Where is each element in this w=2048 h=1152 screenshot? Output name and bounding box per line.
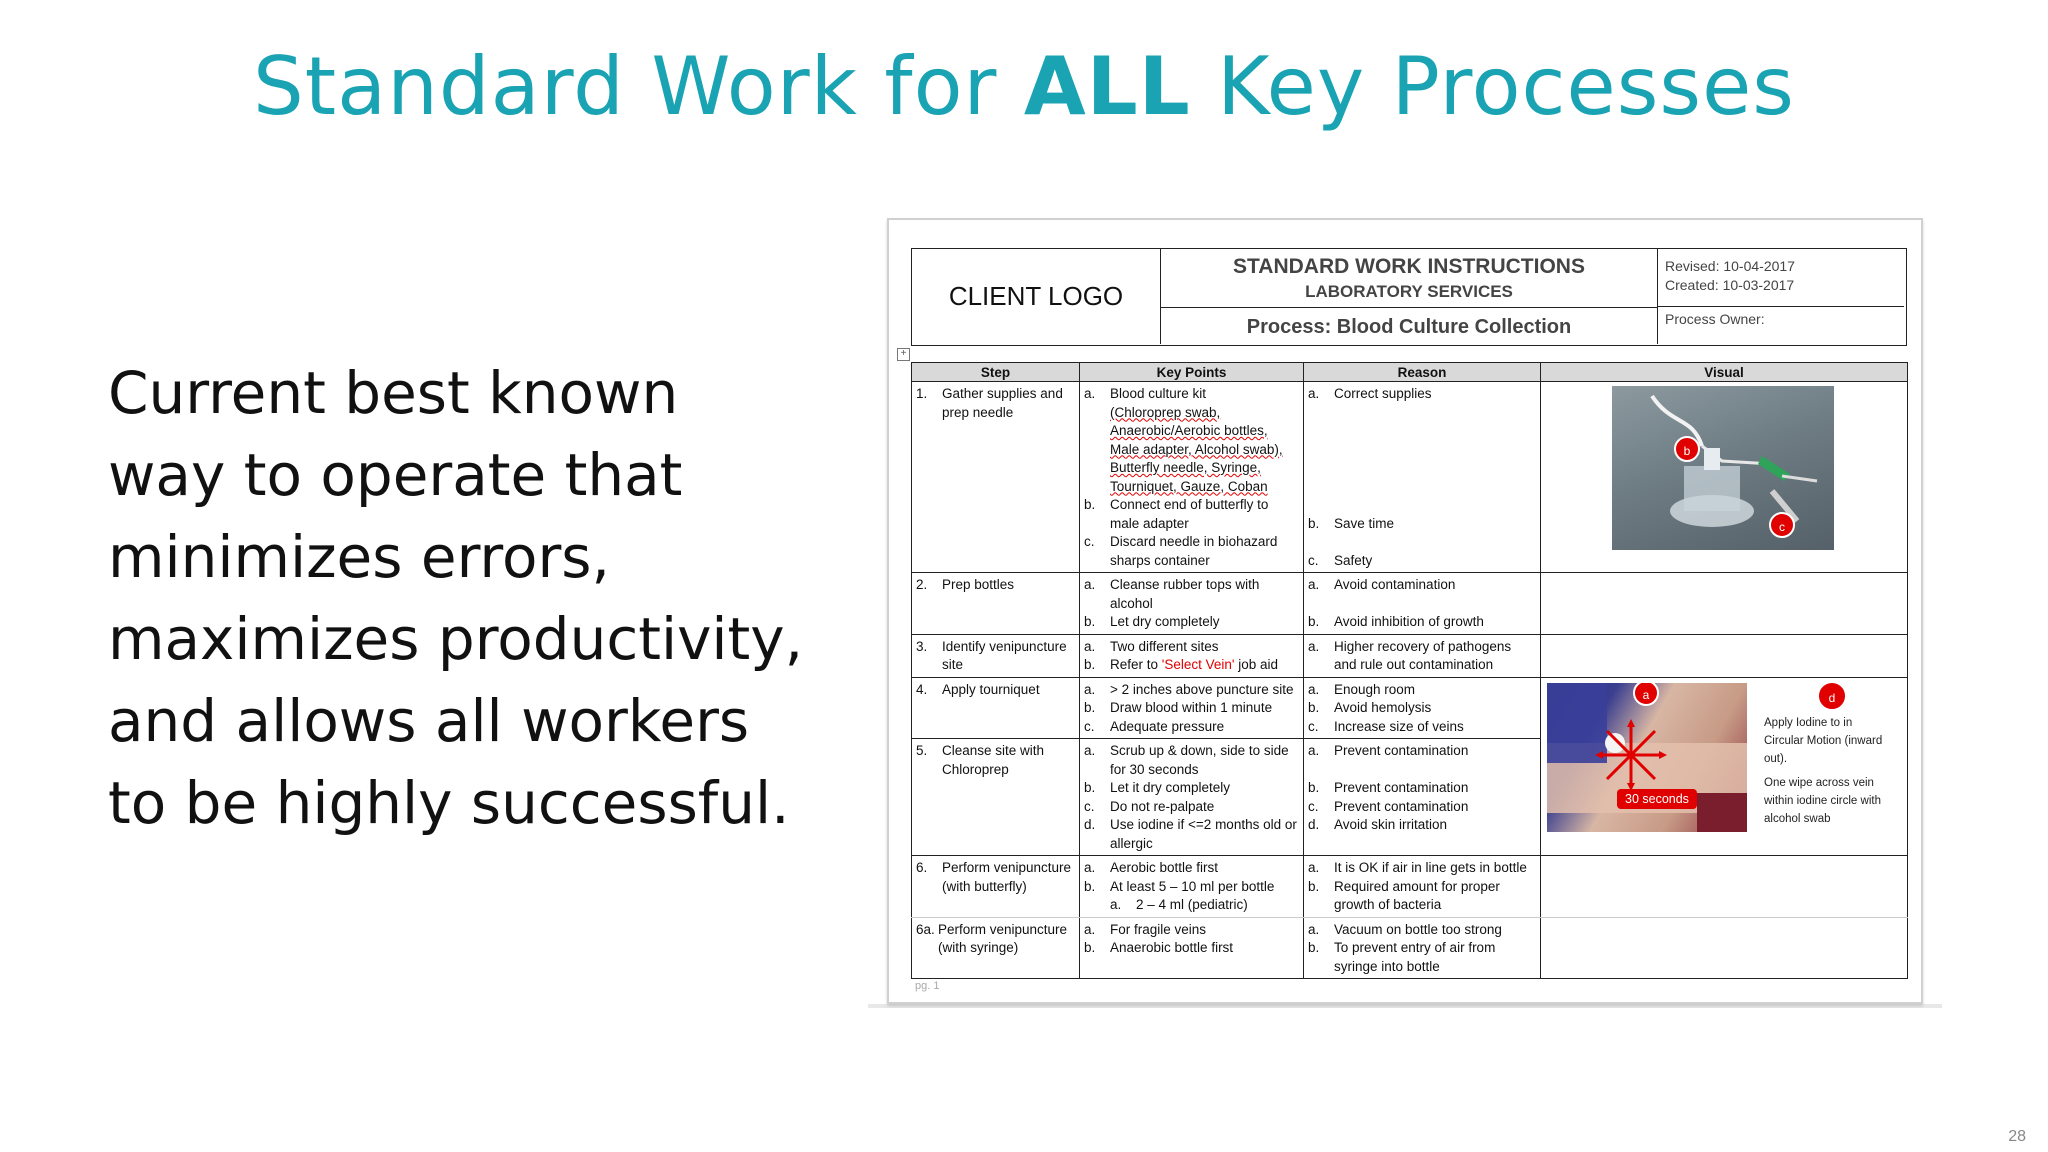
body-line: minimizes errors, [108, 523, 610, 591]
body-line: to be highly successful. [108, 769, 790, 837]
process-name: Process: Blood Culture Collection [1161, 308, 1658, 344]
column-header: Key Points [1080, 363, 1304, 382]
table-row: 3. Identify venipuncture site a. Two different sites b. Refer to 'Select Vein' job aid a. Higher recovery of pathogens and rule out contamination [912, 634, 1908, 677]
iodine-instruction: Apply Iodine to in Circular Motion (inward out). [1764, 717, 1883, 765]
skin-cleansing-photo [1547, 683, 1747, 832]
body-line: and allows all workers [108, 687, 750, 755]
client-logo: CLIENT LOGO [912, 249, 1161, 344]
callout-c: c [1769, 512, 1795, 538]
table-row: 6. Perform venipuncture (with butterfly) a. Aerobic bottle first b. At least 5 – 10 ml per bottle a. 2 – 4 ml (pediatric) a. It is OK if air in line gets in bottle b. Required amount for proper growth of bacteria [912, 856, 1908, 918]
table-row: 6a. Perform venipuncture (with syringe) a. For fragile veins b. Anaerobic bottle first a. Vacuum on bottle too strong b. To prevent entry of air from syringe into bottle [912, 917, 1908, 979]
column-header: Step [912, 363, 1080, 382]
table-row: 1. Gather supplies and prep needle a. Blood culture kit (Chloroprep swab, Anaerobic/Aerobic bottles, Male adapter, Alcohol swab), Butterfly needle, Syringe, Tourniquet, Gauze, Coban b. Connect end of butterfly to male adapter c. Discard needle in biohazard sharps container a. Correct supplies b. Save time c. Safety [912, 382, 1908, 573]
slide-body-text [108, 352, 804, 844]
document-page-label: pg. 1 [915, 980, 940, 992]
callout-d: d [1817, 681, 1847, 711]
document-heading: STANDARD WORK INSTRUCTIONS LABORATORY SERVICES [1161, 249, 1658, 308]
body-line: Current best known [108, 359, 679, 427]
table-row: 4. Apply tourniquet a. > 2 inches above puncture site b. Draw blood within 1 minute c. Adequate pressure a. Enough room b. Avoid hemolysis c. Increase size of veins [912, 677, 1908, 739]
document-header [911, 248, 1907, 346]
process-owner: Process Owner: [1665, 311, 1765, 327]
callout-b: b [1674, 436, 1700, 462]
butterfly-needle-photo [1612, 386, 1834, 550]
standard-work-document [887, 218, 1923, 1004]
table-row: 5. Cleanse site with Chloroprep a. Scrub up & down, side to side for 30 seconds b. Let it dry completely c. Do not re-palpate d. Use iodine if <=2 months old or allergic a. Prevent contamination b. Prevent contamination c. Prevent contamination d. Avoid skin irritation [912, 739, 1908, 856]
callout-a: a [1633, 683, 1659, 706]
table-row: 2. Prep bottles a. Cleanse rubber tops with alcohol b. Let dry completely a. Avoid contamination b. Avoid inhibition of growth [912, 573, 1908, 635]
needle-adapter-illustration [1612, 386, 1834, 550]
alcohol-swab-instruction: One wipe across vein within iodine circle with alcohol swab [1764, 777, 1881, 825]
slide-page-number: 28 [2008, 1128, 2026, 1145]
revised-date: Revised: 10-04-2017 [1665, 258, 1795, 274]
revision-info [1658, 249, 1904, 307]
table-move-handle-icon[interactable]: + [897, 348, 910, 361]
created-date: Created: 10-03-2017 [1665, 277, 1795, 293]
select-vein-link: 'Select Vein' [1161, 657, 1235, 672]
table-header-row [912, 363, 1908, 382]
document-shadow-divider [868, 1004, 1942, 1008]
column-header: Reason [1304, 363, 1541, 382]
body-line: way to operate that [108, 441, 683, 509]
body-line: maximizes productivity, [108, 605, 804, 673]
slide-title: Standard Work for ALL Key Processes [253, 40, 1795, 133]
column-header: Visual [1541, 363, 1908, 382]
duration-badge: 30 seconds [1617, 789, 1697, 809]
